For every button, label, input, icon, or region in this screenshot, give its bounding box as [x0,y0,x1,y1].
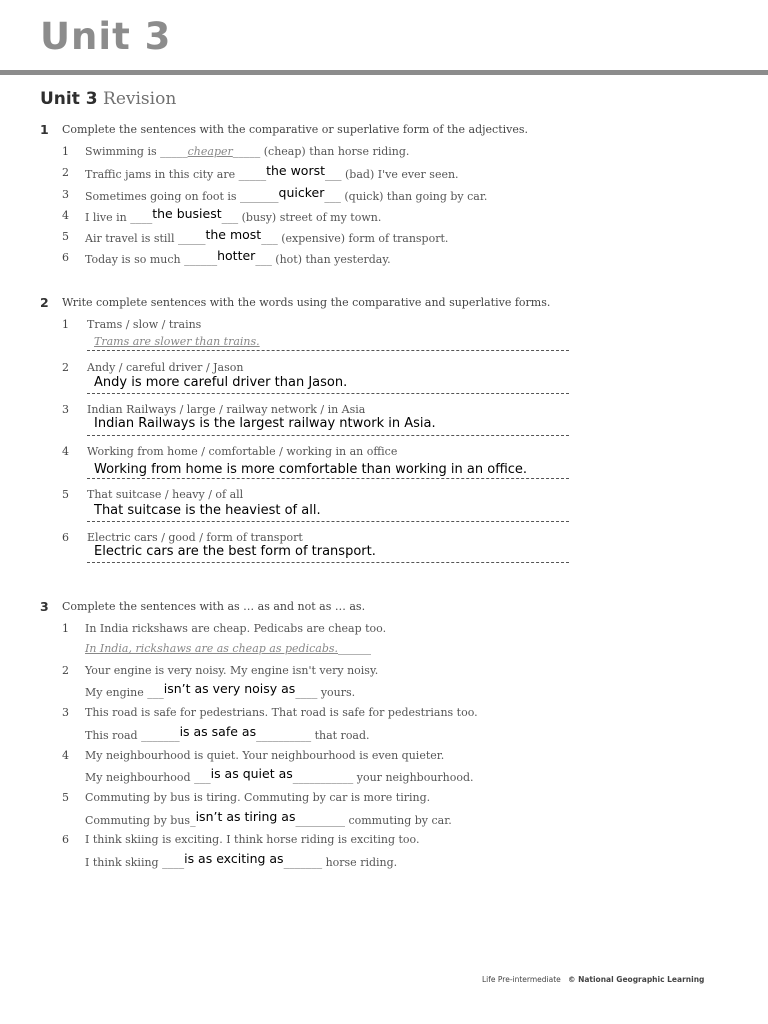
sentence-end: commuting by car. [344,814,452,827]
sentence-start: Air travel is still [85,232,178,245]
sentence-end: (cheap) than horse riding. [260,145,410,158]
handwritten-answer: Working from home is more comfortable than working in an office. [94,462,528,477]
item-number: 6 [62,531,69,544]
handwritten-answer: is as exciting as [184,851,284,866]
given-sentences: Commuting by bus is tiring. Commuting by car is more tiring. [85,791,431,804]
sentence-start: Traffic jams in this city are [85,168,239,181]
item-number: 5 [62,791,69,804]
sentence [85,724,370,742]
sentence [85,206,382,224]
book-title: Life Pre-intermediate [482,975,561,984]
item-number: 1 [62,145,69,158]
blank-line: _______ [283,856,323,869]
sentence [85,851,398,869]
sentence-start: This road [85,729,142,742]
exercise-1-instruction: Complete the sentences with the comparative or superlative form of the adjectives. [62,123,528,136]
exercise-3-number: 3 [40,599,49,614]
handwritten-answer: Indian Railways is the largest railway ntwork in Asia. [94,416,436,431]
handwritten-answer: the most [205,227,262,242]
sentence-start: Today is so much [85,253,185,266]
sentence [85,145,409,158]
blank-line: ___ [324,190,341,203]
page-footer [482,975,704,984]
sentence-end: (busy) street of my town. [238,211,382,224]
item-number: 3 [62,188,69,201]
copyright: © National Geographic Learning [567,975,705,984]
exercise-3-instruction: Complete the sentences with as … as and not as … as. [62,600,366,613]
sentence-end: yours. [317,686,356,699]
exercise-1-number: 1 [40,122,49,137]
blank-line: ______ [338,642,371,655]
revision-heading [40,91,176,108]
blank-line: ___ [221,211,239,224]
blank-line: __________ [256,729,312,742]
blank-line: _____ [160,145,188,158]
sentence [85,681,356,699]
sentence [85,809,452,827]
item-number: 3 [62,403,69,416]
item-number: 2 [62,361,69,374]
sentence-start: Commuting by bus [85,814,191,827]
sentence-end: that road. [311,729,370,742]
item-number: 1 [62,318,69,331]
item-number: 6 [62,833,69,846]
blank-line: _______ [240,190,279,203]
sentence-end: (quick) than going by car. [340,190,488,203]
sentence-start: My neighbourhood [85,771,195,784]
word-prompt: Electric cars / good / form of transport [87,531,303,544]
answer-line [87,393,569,394]
word-prompt: That suitcase / heavy / of all [87,488,244,501]
handwritten-answer: the busiest [152,206,222,221]
item-number: 4 [62,209,69,222]
exercise-2-instruction: Write complete sentences with the words using the comparative and superlative forms. [62,296,551,309]
given-sentences: In India rickshaws are cheap. Pedicabs are cheap too. [85,622,387,635]
unit-title: Unit 3 [40,15,172,58]
blank-line: _ [190,814,196,827]
example-answer: cheaper [187,145,233,158]
sentence-start: Sometimes going on foot is [85,190,241,203]
revision-unit: Unit 3 [40,89,98,109]
sentence-end: horse riding. [322,856,398,869]
blank-line: ____ [295,686,318,699]
item-number: 5 [62,488,69,501]
sentence-end: (hot) than yesterday. [271,253,391,266]
answer-line [87,562,569,563]
item-number: 5 [62,230,69,243]
item-number: 1 [62,622,69,635]
sentence [85,163,459,181]
handwritten-answer: is as quiet as [210,766,293,781]
sentence-end: your neighbourhood. [353,771,474,784]
blank-line: ___ [325,168,342,181]
sentence-start: I live in [85,211,131,224]
word-prompt: Andy / careful driver / Jason [87,361,244,374]
handwritten-answer: isn’t as tiring as [195,809,296,824]
item-number: 2 [62,664,69,677]
sentence [85,766,474,784]
blank-line: _____ [238,168,267,181]
sentence [85,185,488,203]
item-number: 4 [62,749,69,762]
example-answer: In India, rickshaws are as cheap as pedicabs. [85,642,338,655]
example-answer: Trams are slower than trains. [94,335,260,348]
handwritten-answer: quicker [278,185,325,200]
blank-line: ___________ [292,771,354,784]
word-prompt: Working from home / comfortable / working in an office [87,445,398,458]
blank-line: _____ [232,145,261,158]
answer-line [87,478,569,479]
sentence-start: I think skiing [85,856,163,869]
word-prompt: Indian Railways / large / railway network / in Asia [87,403,366,416]
sentence-end: (bad) I've ever seen. [341,168,459,181]
handwritten-answer: That suitcase is the heaviest of all. [94,503,321,518]
handwritten-answer: Electric cars are the best form of transport. [94,544,376,559]
answer-line [87,521,569,522]
exercise-2-number: 2 [40,295,49,310]
given-sentences: Your engine is very noisy. My engine isn't very noisy. [85,664,379,677]
handwritten-answer: isn’t as very noisy as [163,681,296,696]
item-number: 2 [62,166,69,179]
blank-line: _____ [177,232,206,245]
handwritten-answer: is as safe as [179,724,257,739]
word-prompt: Trams / slow / trains [87,318,202,331]
blank-line: ____ [162,856,185,869]
handwritten-answer: the worst [266,163,326,178]
answer-line [87,350,569,351]
blank-line: ___ [147,686,164,699]
blank-line: ____ [130,211,153,224]
sentence [85,227,449,245]
handwritten-answer: Andy is more careful driver than Jason. [94,375,348,390]
sentence-end: (expensive) form of transport. [277,232,449,245]
blank-line: _________ [295,814,345,827]
item-number: 6 [62,251,69,264]
item-number: 4 [62,445,69,458]
answer-line [87,435,569,436]
sentence [85,248,391,266]
blank-line: ___ [194,771,211,784]
blank-line: ______ [184,253,218,266]
blank-line: _______ [141,729,180,742]
given-sentences: This road is safe for pedestrians. That road is safe for pedestrians too. [85,706,478,719]
blank-line: ___ [261,232,278,245]
header-rule [0,70,768,75]
item-number: 3 [62,706,69,719]
sentence-start: My engine [85,686,148,699]
blank-line: ___ [255,253,272,266]
given-sentences: My neighbourhood is quiet. Your neighbourhood is even quieter. [85,749,445,762]
given-sentences: I think skiing is exciting. I think horse riding is exciting too. [85,833,420,846]
handwritten-answer: hotter [217,248,256,263]
revision-word: Revision [103,89,177,109]
sentence-start: Swimming is [85,145,161,158]
sentence [85,642,371,655]
